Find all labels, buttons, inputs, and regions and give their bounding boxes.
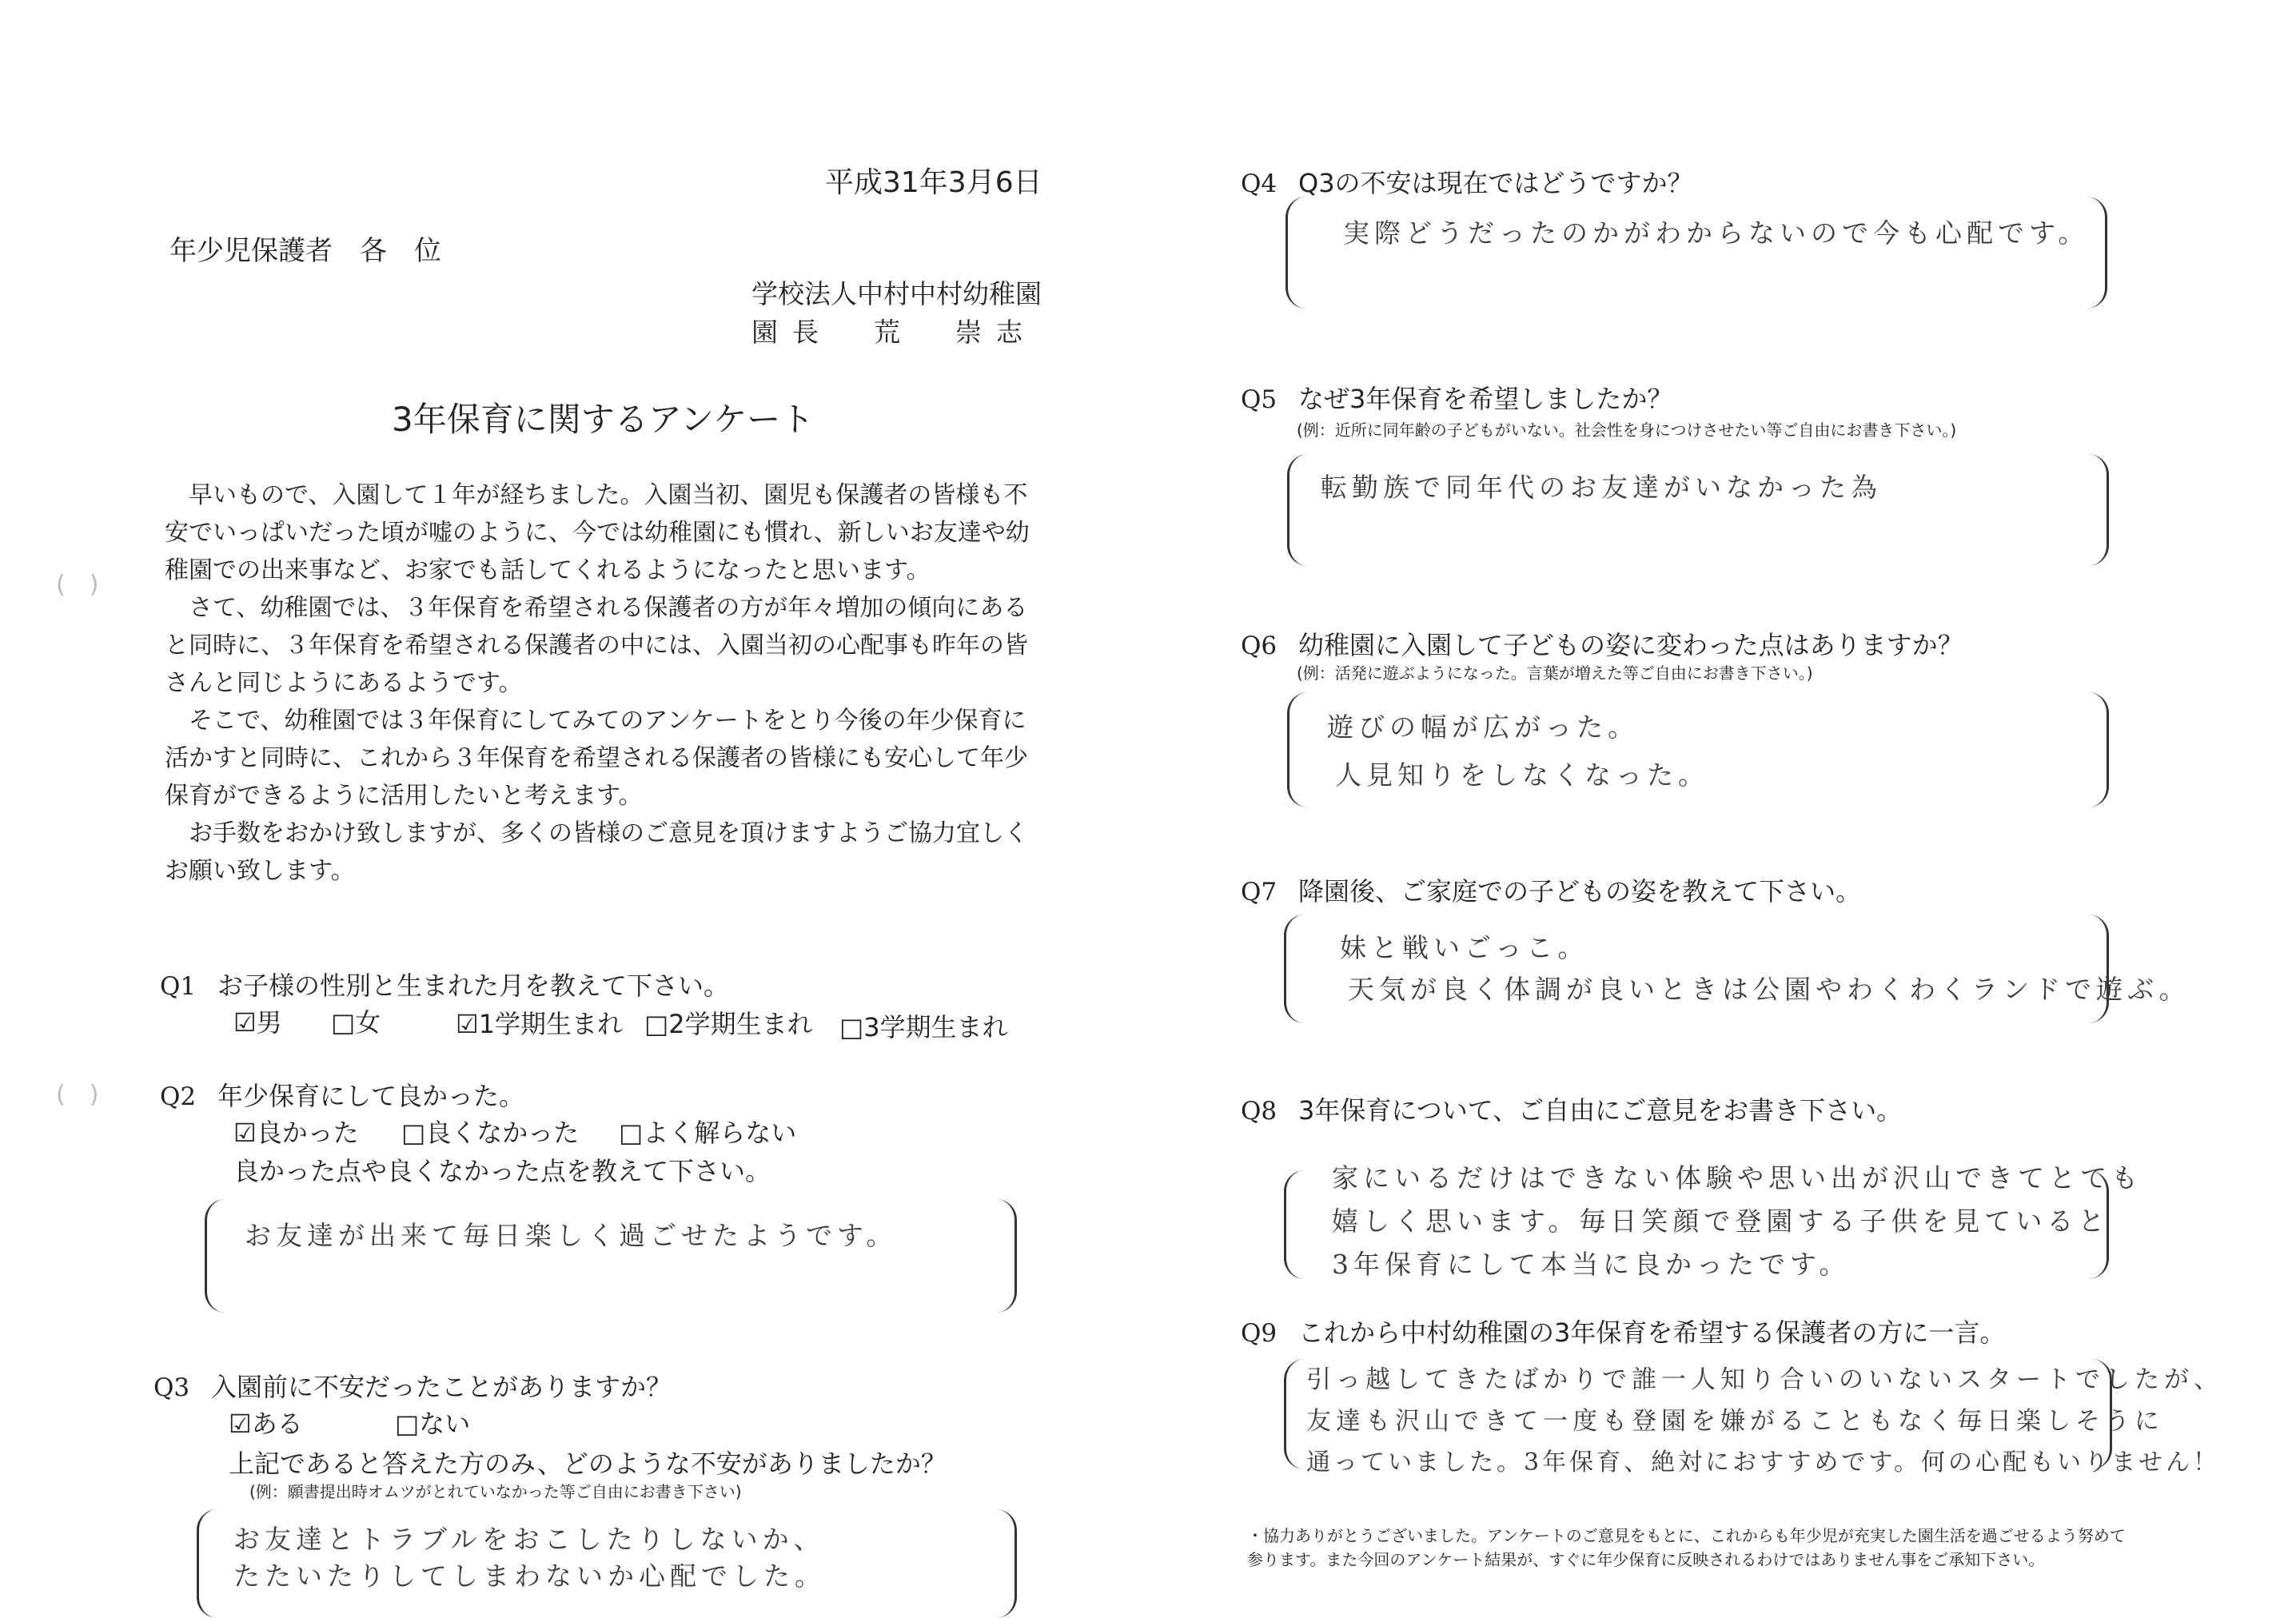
q9-answer-line: 通っていました。3年保育、絶対におすすめです。何の心配もいりません！ xyxy=(1306,1449,2220,1477)
q6-example: (例：活発に遊ぶようになった。言葉が増えた等ご自由にお書き下さい。) xyxy=(1297,664,1813,683)
question-1 xyxy=(160,966,729,1002)
q3-answer-line: たたいたりしてしまわないか心配でした。 xyxy=(233,1560,826,1592)
q5-example: (例：近所に同年齢の子どもがいない。社会性を身につけさせたい等ご自由にお書き下さい。) xyxy=(1297,420,1957,440)
question-9 xyxy=(1241,1313,2005,1349)
q1-option-term2[interactable]: □2学期生まれ xyxy=(644,1009,813,1039)
q8-answer-line: 3年保育にして本当に良かったです。 xyxy=(1332,1249,1851,1280)
q4-answer: 実際どうだったのかがわからないので今も心配です。 xyxy=(1343,217,2090,249)
document-date: 平成31年3月6日 xyxy=(825,166,1042,199)
question-7 xyxy=(1241,871,1861,908)
question-text: 降園後、ご家庭での子どもの姿を教えて下さい。 xyxy=(1298,876,1862,907)
question-text: お子様の性別と生まれた月を教えて下さい。 xyxy=(217,970,730,1001)
q3-answer-line: お友達とトラブルをおこしたりしないか、 xyxy=(233,1524,825,1555)
question-number: Q7 xyxy=(1241,878,1278,907)
question-text: 幼稚園に入園して子どもの姿に変わった点はありますか？ xyxy=(1298,630,1963,660)
punch-hole-mark: ( ) xyxy=(56,571,99,599)
question-3 xyxy=(153,1367,672,1404)
principal-name: 園長 荒 崇志 xyxy=(751,317,1037,348)
q1-option-male[interactable]: ☑男 xyxy=(233,1007,282,1038)
q2-option-not-good[interactable]: □良くなかった xyxy=(401,1118,580,1148)
question-text: 入園前に不安だったことがありますか？ xyxy=(211,1372,672,1402)
footer-note: ・協力ありがとうございました。アンケートのご意見をもとに、これからも年少児が充実した園生活を過ごせるよう努めて参ります。また今回のアンケート結果が、すぐに年少保育に反映されるわけではありません事をご承知下さい。 xyxy=(1247,1526,2126,1569)
q3-follow-up: 上記であると答えた方のみ、どのような不安がありましたか？ xyxy=(229,1449,947,1479)
question-text: 3年保育について、ご自由にご意見をお書き下さい。 xyxy=(1298,1095,1903,1126)
punch-hole-mark: ( ) xyxy=(56,1081,99,1109)
school-name: 学校法人中村中村幼稚園 xyxy=(751,278,1042,309)
question-number: Q8 xyxy=(1241,1097,1278,1126)
question-number: Q5 xyxy=(1241,385,1278,414)
question-4 xyxy=(1241,163,1693,200)
question-2 xyxy=(160,1076,524,1113)
q1-option-female[interactable]: □女 xyxy=(331,1007,381,1038)
q9-answer-line: 引っ越してきたばかりで誰一人知り合いのいないスタートでしたが、 xyxy=(1306,1365,2223,1394)
intro-text xyxy=(165,476,1044,890)
addressee: 年少児保護者 各 位 xyxy=(169,235,441,267)
question-number: Q6 xyxy=(1241,632,1278,660)
question-number: Q2 xyxy=(160,1082,197,1111)
q7-answer-line: 妹と戦いごっこ。 xyxy=(1340,932,1589,963)
intro-paragraph: さて、幼稚園では、３年保育を希望される保護者の方が年々増加の傾向にあると同時に、３年保育を希望される保護者の中には、入園当初の心配事も昨年の皆さんと同じようにあるようです。 xyxy=(165,594,1028,697)
question-text: Q3の不安は現在ではどうですか？ xyxy=(1298,168,1693,198)
q5-answer: 転勤族で同年代のお友達がいなかった為 xyxy=(1321,472,1882,503)
q2-follow-up: 良かった点や良くなかった点を教えて下さい。 xyxy=(233,1156,771,1186)
document-title: 3年保育に関するアンケート xyxy=(392,400,815,439)
q2-option-good[interactable]: ☑良かった xyxy=(233,1118,359,1148)
q3-option-yes[interactable]: ☑ある xyxy=(229,1409,303,1439)
question-text: これから中村幼稚園の3年保育を希望する保護者の方に一言。 xyxy=(1298,1317,2006,1348)
q6-answer-line: 遊びの幅が広がった。 xyxy=(1327,711,1639,743)
question-text: 年少保育にして良かった。 xyxy=(217,1081,525,1111)
q6-answer-line: 人見知りをしなくなった。 xyxy=(1335,759,1709,791)
q9-answer-line: 友達も沢山できて一度も登園を嫌がることもなく毎日楽しそうに xyxy=(1306,1407,2164,1436)
q2-option-unsure[interactable]: □よく解らない xyxy=(619,1118,797,1148)
question-number: Q4 xyxy=(1241,169,1278,198)
intro-paragraph: お手数をおかけ致しますが、多くの皆様のご意見を頂けますようご協力宜しくお願い致します。 xyxy=(165,819,1028,885)
question-6 xyxy=(1241,625,1963,662)
q7-answer-line: 天気が良く体調が良いときは公園やわくわくランドで遊ぶ。 xyxy=(1348,974,2190,1005)
question-number: Q9 xyxy=(1241,1319,1278,1348)
question-number: Q1 xyxy=(160,972,197,1001)
q8-answer-line: 家にいるだけはできない体験や思い出が沢山できてとても xyxy=(1332,1162,2143,1194)
q3-option-no[interactable]: □ない xyxy=(395,1409,471,1439)
question-number: Q3 xyxy=(153,1373,190,1402)
q3-example: (例：願書提出時オムツがとれていなかった等ご自由にお書き下さい) xyxy=(249,1482,742,1501)
intro-paragraph: 早いもので、入園して１年が経ちました。入園当初、園児も保護者の皆様も不安でいっぱいだった頃が嘘のように、今では幼稚園にも慣れ、新しいお友達や幼稚園での出来事など、お家でも話してくれるようになったと思います。 xyxy=(165,481,1030,584)
question-8 xyxy=(1241,1090,1902,1127)
question-5 xyxy=(1241,379,1672,416)
q1-option-term1[interactable]: ☑1学期生まれ xyxy=(456,1009,624,1039)
q1-option-term3[interactable]: □3学期生まれ xyxy=(839,1012,1008,1042)
intro-paragraph: そこで、幼稚園では３年保育にしてみてのアンケートをとり今後の年少保育に活かすと同時に、これから３年保育を希望される保護者の皆様にも安心して年少保育ができるように活用したいと考えます。 xyxy=(165,707,1028,810)
q8-answer-line: 嬉しく思います。毎日笑顔で登園する子供を見ていると xyxy=(1332,1206,2110,1237)
q2-answer: お友達が出来て毎日楽しく過ごせたようです。 xyxy=(245,1220,898,1251)
question-text: なぜ3年保育を希望しましたか？ xyxy=(1298,384,1673,414)
